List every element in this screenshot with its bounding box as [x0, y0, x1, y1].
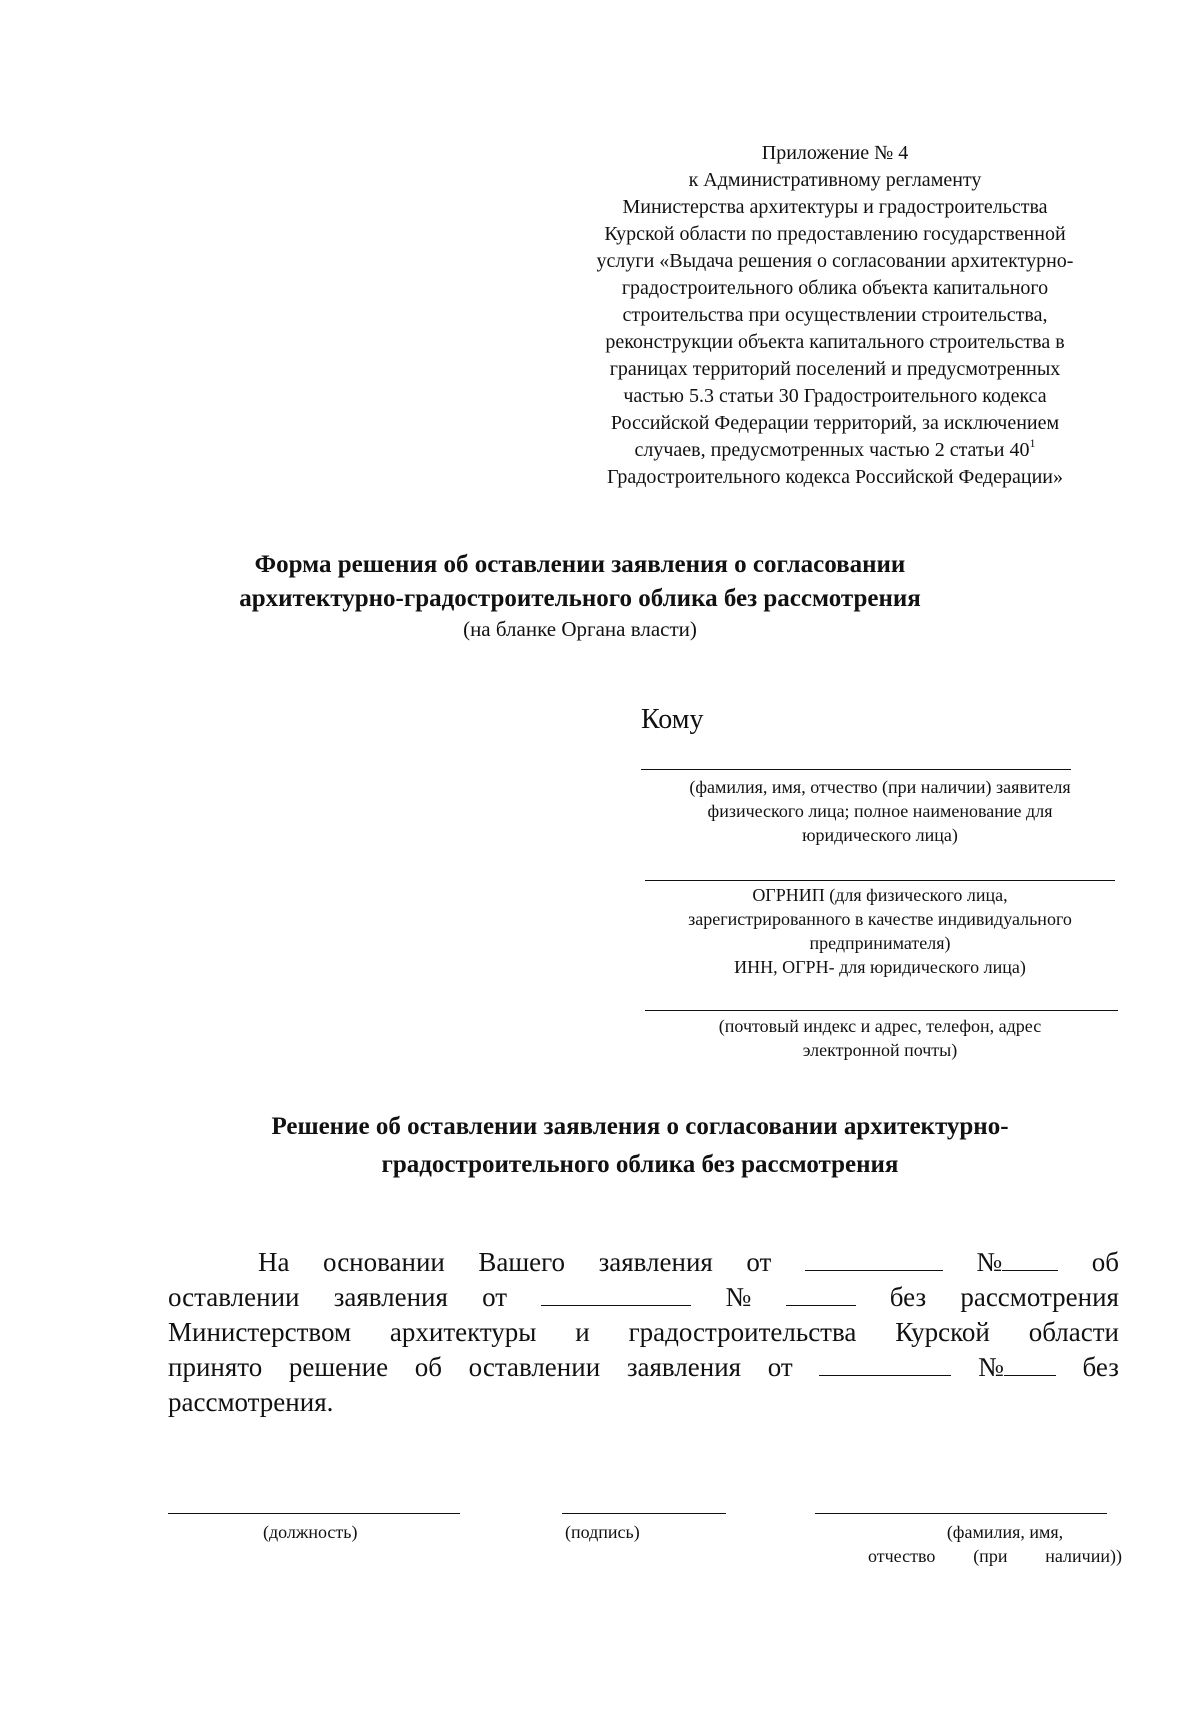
body-line-2 — [168, 1280, 1119, 1315]
word: градостроительства — [628, 1317, 857, 1347]
appendix-line-text: случаев, предусмотренных частью 2 статьи 40 — [634, 439, 1030, 461]
date-blank — [805, 1246, 943, 1271]
decision-title — [150, 1108, 1130, 1184]
caption-line: (фамилия, имя, отчество (при наличии) заявителя — [689, 777, 1071, 797]
fio-caption-line — [868, 1544, 1122, 1568]
caption-line: юридического лица) — [802, 825, 958, 845]
word: от — [482, 1282, 508, 1312]
body-line-1 — [168, 1245, 1119, 1280]
addressee-name-caption — [640, 775, 1120, 847]
caption-line: ИНН, ОГРН- для юридического лица) — [734, 957, 1026, 977]
word: и — [575, 1317, 590, 1347]
word: рассмотрения. — [168, 1387, 334, 1417]
number-field — [976, 1245, 1058, 1280]
word: (при — [973, 1546, 1008, 1566]
signature-line — [562, 1513, 726, 1514]
caption-line: предпринимателя) — [809, 933, 951, 953]
word: оставлении — [168, 1282, 300, 1312]
word: Курской — [895, 1317, 990, 1347]
appendix-line-with-superscript — [550, 437, 1120, 464]
position-line — [168, 1513, 460, 1514]
decision-title-line: градостроительного облика без рассмотрения — [381, 1151, 899, 1178]
word: об — [414, 1352, 442, 1382]
caption-line: физического лица; полное наименование для — [707, 801, 1053, 821]
addressee-label: Кому — [641, 704, 704, 735]
word: принято — [168, 1352, 263, 1382]
addressee-name-line — [641, 769, 1071, 770]
superscript: 1 — [1029, 436, 1036, 450]
body-line-5 — [168, 1385, 1119, 1420]
word: без — [889, 1282, 927, 1312]
word: наличии)) — [1045, 1546, 1122, 1566]
number-sign: № — [976, 1247, 1003, 1277]
appendix-line: Министерства архитектуры и градостроительства — [622, 196, 1048, 218]
word: от — [746, 1247, 772, 1277]
body-line-4 — [168, 1350, 1119, 1385]
word: рассмотрения — [960, 1282, 1119, 1312]
appendix-line: к Административному регламенту — [688, 169, 982, 191]
form-title-line: архитектурно-градостроительного облика без рассмотрения — [239, 585, 921, 612]
word: На — [258, 1247, 290, 1277]
form-title-line: Форма решения об оставлении заявления о согласовании — [254, 551, 906, 578]
word: решение — [288, 1352, 389, 1382]
appendix-header — [550, 140, 1120, 491]
word: основании — [323, 1247, 445, 1277]
appendix-line: границах территорий поселений и предусмотренных — [609, 358, 1061, 380]
appendix-line: реконструкции объекта капитального строительства в — [605, 331, 1065, 353]
word: заявления — [598, 1247, 713, 1277]
appendix-line: Курской области по предоставлению государственной — [604, 223, 1066, 245]
form-subtitle: (на бланке Органа власти) — [463, 617, 697, 641]
word: архитектуры — [389, 1317, 537, 1347]
caption-line: электронной почты) — [802, 1040, 958, 1060]
word: от — [767, 1352, 793, 1382]
fio-line — [815, 1513, 1107, 1514]
addressee-ogrn-caption — [640, 883, 1120, 979]
signature-caption: (подпись) — [565, 1522, 640, 1542]
number-blank — [1004, 1351, 1056, 1376]
addressee-address-line — [645, 1010, 1118, 1011]
caption-line: (почтовый индекс и адрес, телефон, адрес — [718, 1016, 1042, 1036]
fio-caption-line: (фамилия, имя, — [946, 1522, 1064, 1542]
word: области — [1028, 1317, 1119, 1347]
appendix-line: строительства при осуществлении строительства, — [622, 304, 1048, 326]
decision-title-line: Решение об оставлении заявления о согласовании архитектурно- — [271, 1113, 1009, 1140]
word: оставлении — [468, 1352, 601, 1382]
date-blank — [541, 1281, 691, 1306]
word: заявления — [333, 1282, 448, 1312]
date-blank — [819, 1351, 951, 1376]
appendix-line: градостроительного облика объекта капитального — [621, 277, 1049, 299]
word: Министерством — [168, 1317, 352, 1347]
addressee-address-caption — [640, 1014, 1120, 1062]
decision-body — [168, 1245, 1119, 1420]
appendix-line: услуги «Выдача решения о согласовании архитектурно- — [596, 250, 1074, 272]
appendix-line: Российской Федерации территорий, за исключением — [610, 412, 1060, 434]
word: Вашего — [478, 1247, 566, 1277]
number-sign: № — [978, 1352, 1004, 1382]
word: отчество — [868, 1546, 936, 1566]
caption-line: зарегистрированного в качестве индивидуального — [688, 909, 1072, 929]
appendix-line: Градостроительного кодекса Российской Федерации» — [607, 466, 1063, 488]
word: без — [1082, 1352, 1119, 1382]
appendix-line: Приложение № 4 — [761, 142, 909, 164]
fio-caption — [868, 1520, 1122, 1568]
body-line-3 — [168, 1315, 1119, 1350]
appendix-line: частью 5.3 статьи 30 Градостроительного кодекса — [623, 385, 1047, 407]
word: заявления — [626, 1352, 742, 1382]
addressee-ogrn-line — [645, 880, 1115, 881]
number-sign: № — [725, 1282, 752, 1312]
caption-line: ОГРНИП (для физического лица, — [752, 885, 1008, 905]
position-caption: (должность) — [263, 1522, 358, 1542]
number-blank — [1002, 1246, 1058, 1271]
word: об — [1091, 1247, 1119, 1277]
form-title — [150, 548, 1010, 643]
number-blank — [786, 1281, 856, 1306]
number-field — [978, 1350, 1056, 1385]
